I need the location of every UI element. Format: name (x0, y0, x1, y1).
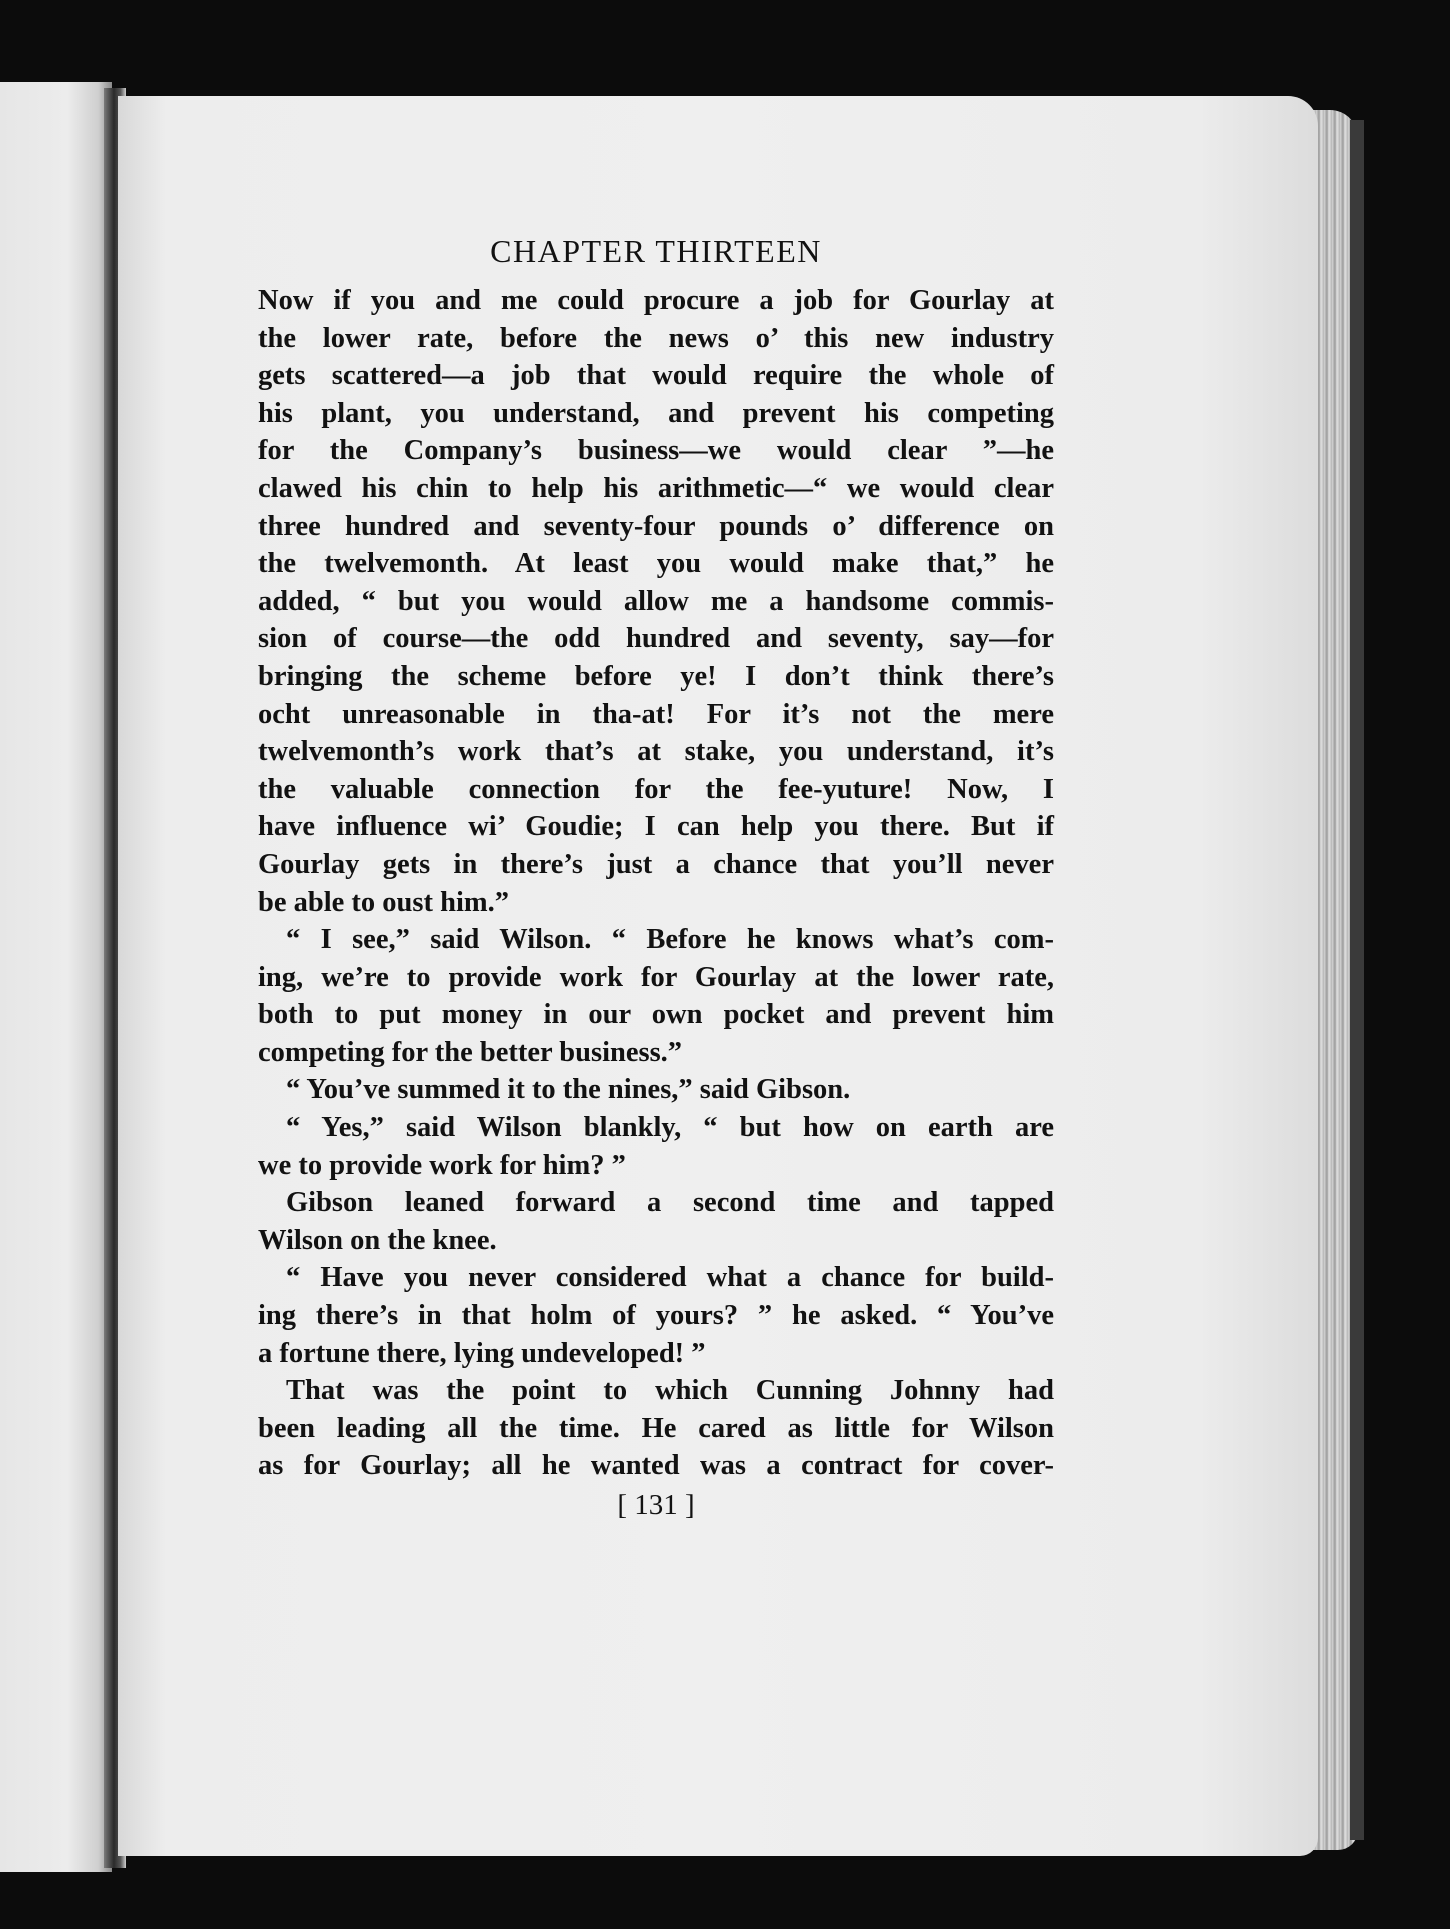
text-line: That was the point to which Cunning Johnny had (286, 1375, 1054, 1407)
text-line: the twelvemonth. At least you would make that,” he (258, 548, 1054, 580)
text-line: for the Company’s business—we would clear ”—he (258, 435, 1054, 467)
text-line: bringing the scheme before ye! I don’t think there’s (258, 660, 1054, 692)
text-line: ing, we’re to provide work for Gourlay at the lower rate, (258, 961, 1054, 993)
text-line: “ You’ve summed it to the nines,” said Gibson. (286, 1074, 851, 1106)
text-line: clawed his chin to help his arithmetic—“ we would clear (258, 472, 1054, 504)
text-line: “ Have you never considered what a chance for build- (286, 1262, 1054, 1294)
text-line: a fortune there, lying undeveloped! ” (258, 1337, 706, 1369)
text-line: gets scattered—a job that would require the whole of (258, 360, 1054, 392)
text-line: we to provide work for him? ” (258, 1149, 626, 1181)
text-line: his plant, you understand, and prevent his competing (258, 397, 1054, 429)
text-line: been leading all the time. He cared as little for Wilson (258, 1412, 1054, 1444)
body-text (258, 282, 1054, 1485)
text-line: the lower rate, before the news o’ this new industry (258, 322, 1054, 354)
text-line: both to put money in our own pocket and prevent him (258, 999, 1054, 1031)
text-line: Wilson on the knee. (258, 1224, 497, 1256)
text-line: ocht unreasonable in tha-at! For it’s not the mere (258, 698, 1054, 730)
text-line: added, “ but you would allow me a handsome commis- (258, 585, 1054, 617)
text-line: Now if you and me could procure a job for Gourlay at (258, 285, 1054, 316)
text-line: the valuable connection for the fee-yuture! Now, I (258, 773, 1054, 805)
text-line: as for Gourlay; all he wanted was a contract for cover- (258, 1450, 1054, 1482)
text-line: ing there’s in that holm of yours? ” he asked. “ You’ve (258, 1300, 1054, 1332)
text-line: be able to oust him.” (258, 886, 509, 918)
page-number: [ 131 ] (617, 1489, 695, 1521)
text-line: three hundred and seventy-four pounds o’ difference on (258, 510, 1054, 542)
text-line: twelvemonth’s work that’s at stake, you understand, it’s (258, 736, 1054, 768)
text-line: competing for the better business.” (258, 1036, 683, 1068)
text-line: “ I see,” said Wilson. “ Before he knows what’s com- (286, 924, 1054, 956)
chapter-title: CHAPTER THIRTEEN (490, 233, 822, 269)
book-cover-edge (1350, 120, 1364, 1840)
text-line: Gourlay gets in there’s just a chance that you’ll never (258, 848, 1054, 880)
text-line: “ Yes,” said Wilson blankly, “ but how on earth are (286, 1112, 1054, 1144)
page-text-block (258, 228, 1054, 1525)
text-line: Gibson leaned forward a second time and tapped (286, 1187, 1054, 1219)
facing-page-edge (0, 82, 112, 1872)
text-line: sion of course—the odd hundred and seventy, say—for (258, 623, 1054, 655)
text-line: have influence wi’ Goudie; I can help you there. But if (258, 811, 1054, 843)
